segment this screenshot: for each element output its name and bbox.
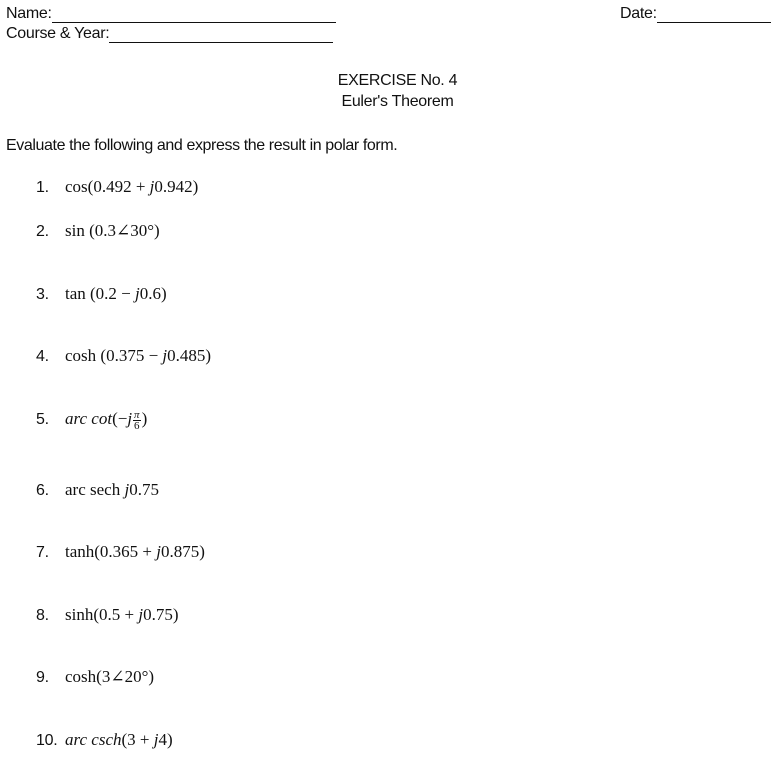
pi-over-six-fraction: $\frac{\pi}{6}$ bbox=[134, 408, 140, 432]
date-blank-line[interactable] bbox=[657, 8, 771, 23]
exercise-title: EXERCISE No. 4 bbox=[337, 72, 458, 89]
problem-expression: arc cot(−j $\frac{\pi}{6}$ ) bbox=[65, 408, 148, 432]
problem-item bbox=[36, 730, 173, 750]
problem-number: 6. bbox=[36, 482, 49, 499]
problem-expression: cosh (0.375 − j0.485) bbox=[65, 346, 212, 365]
problem-expression: tan (0.2 − j0.6) bbox=[65, 284, 167, 303]
problem-expression: arc csch(3 + j4) bbox=[65, 730, 173, 749]
problem-number: 1. bbox=[36, 179, 49, 196]
date-field bbox=[620, 5, 771, 23]
name-field bbox=[6, 5, 336, 23]
problem-item bbox=[36, 605, 179, 625]
problem-expression: cosh(3∠20°) bbox=[65, 667, 155, 686]
problem-expression: tanh(0.365 + j0.875) bbox=[65, 542, 205, 561]
problem-number: 4. bbox=[36, 348, 49, 365]
exercise-subtitle: Euler's Theorem bbox=[341, 93, 454, 110]
problem-item bbox=[36, 480, 159, 500]
course-year-label: Course & Year: bbox=[6, 25, 110, 42]
course-year-field bbox=[6, 25, 333, 43]
problem-number: 8. bbox=[36, 607, 49, 624]
problem-number: 3. bbox=[36, 286, 49, 303]
course-year-blank-line[interactable] bbox=[109, 28, 333, 43]
problem-expression: sin (0.3∠30°) bbox=[65, 221, 160, 240]
problem-expression: arc sech j0.75 bbox=[65, 480, 159, 499]
problem-expression: cos(0.492 + j0.942) bbox=[65, 177, 199, 196]
instructions: Evaluate the following and express the result in polar form. bbox=[6, 137, 398, 154]
date-label: Date: bbox=[620, 5, 657, 22]
problem-number: 10. bbox=[36, 732, 58, 749]
problem-number: 2. bbox=[36, 223, 49, 240]
name-label: Name: bbox=[6, 5, 52, 22]
problem-number: 9. bbox=[36, 669, 49, 686]
problem-item bbox=[36, 346, 211, 366]
problem-number: 5. bbox=[36, 411, 49, 428]
problem-item bbox=[36, 409, 147, 431]
problem-item bbox=[36, 177, 198, 197]
problem-expression: sinh(0.5 + j0.75) bbox=[65, 605, 179, 624]
problem-number: 7. bbox=[36, 544, 49, 561]
problem-item bbox=[36, 221, 160, 241]
problem-item bbox=[36, 284, 167, 304]
problem-item bbox=[36, 542, 205, 562]
name-blank-line[interactable] bbox=[52, 8, 336, 23]
problem-item bbox=[36, 667, 154, 687]
